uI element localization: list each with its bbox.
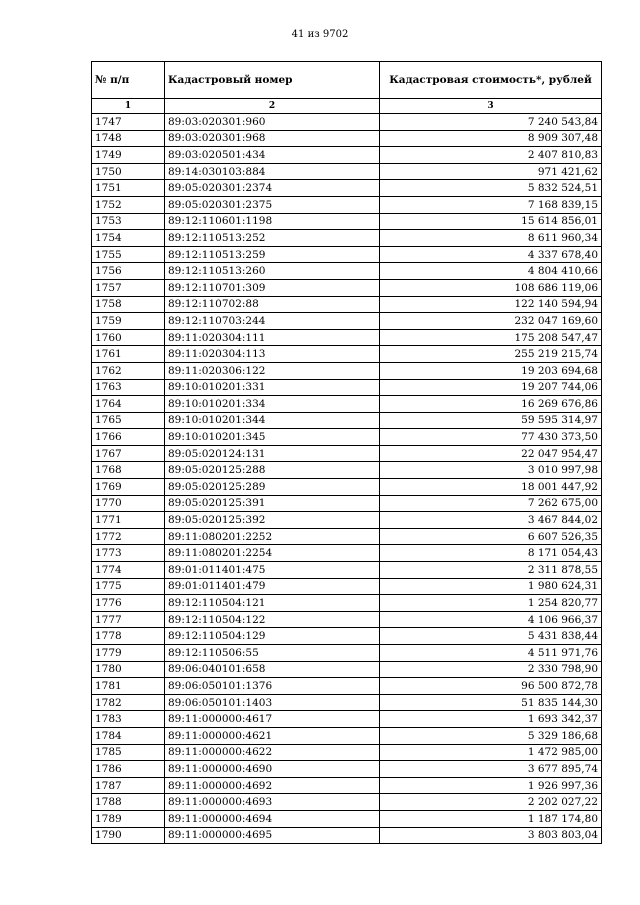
row-cadastral-value: 1 926 997,36 <box>380 777 602 794</box>
row-index: 1782 <box>92 694 165 711</box>
row-cadastral-value: 108 686 119,06 <box>380 279 602 296</box>
row-cadastral-number: 89:11:020306:122 <box>165 362 380 379</box>
row-cadastral-value: 2 202 027,22 <box>380 794 602 811</box>
row-cadastral-value: 4 511 971,76 <box>380 645 602 662</box>
row-cadastral-value: 2 330 798,90 <box>380 661 602 678</box>
table-row <box>92 147 602 164</box>
row-index: 1789 <box>92 810 165 827</box>
row-index: 1773 <box>92 545 165 562</box>
row-index: 1768 <box>92 462 165 479</box>
table-body <box>92 114 602 844</box>
row-cadastral-number: 89:11:000000:4692 <box>165 777 380 794</box>
row-index: 1753 <box>92 213 165 230</box>
row-index: 1772 <box>92 528 165 545</box>
row-index: 1759 <box>92 313 165 330</box>
row-cadastral-number: 89:12:110601:1198 <box>165 213 380 230</box>
table-row <box>92 163 602 180</box>
row-index: 1762 <box>92 362 165 379</box>
row-cadastral-number: 89:12:110504:122 <box>165 611 380 628</box>
row-index: 1760 <box>92 329 165 346</box>
table-row <box>92 562 602 579</box>
row-index: 1770 <box>92 495 165 512</box>
row-cadastral-value: 1 472 985,00 <box>380 744 602 761</box>
row-cadastral-number: 89:05:020301:2375 <box>165 196 380 213</box>
row-index: 1784 <box>92 727 165 744</box>
row-cadastral-value: 6 607 526,35 <box>380 528 602 545</box>
row-cadastral-value: 8 909 307,48 <box>380 130 602 147</box>
table-row <box>92 180 602 197</box>
table-row <box>92 213 602 230</box>
row-index: 1766 <box>92 429 165 446</box>
row-index: 1786 <box>92 761 165 778</box>
table-row <box>92 379 602 396</box>
table-row <box>92 246 602 263</box>
row-cadastral-value: 232 047 169,60 <box>380 313 602 330</box>
row-cadastral-value: 16 269 676,86 <box>380 396 602 413</box>
row-index: 1751 <box>92 180 165 197</box>
row-cadastral-number: 89:11:000000:4621 <box>165 727 380 744</box>
row-cadastral-value: 8 611 960,34 <box>380 230 602 247</box>
table-row <box>92 445 602 462</box>
table-row <box>92 263 602 280</box>
row-cadastral-value: 4 337 678,40 <box>380 246 602 263</box>
row-cadastral-value: 18 001 447,92 <box>380 479 602 496</box>
column-number-2: 2 <box>165 99 380 114</box>
row-cadastral-value: 15 614 856,01 <box>380 213 602 230</box>
row-cadastral-number: 89:10:010201:344 <box>165 412 380 429</box>
row-cadastral-number: 89:12:110513:252 <box>165 230 380 247</box>
row-cadastral-number: 89:11:000000:4694 <box>165 810 380 827</box>
row-index: 1763 <box>92 379 165 396</box>
table-row <box>92 512 602 529</box>
row-cadastral-number: 89:01:011401:479 <box>165 578 380 595</box>
table-row <box>92 711 602 728</box>
table-row <box>92 794 602 811</box>
row-cadastral-value: 2 311 878,55 <box>380 562 602 579</box>
row-cadastral-number: 89:01:011401:475 <box>165 562 380 579</box>
row-cadastral-number: 89:11:020304:113 <box>165 346 380 363</box>
table-row <box>92 279 602 296</box>
row-index: 1778 <box>92 628 165 645</box>
table-row <box>92 777 602 794</box>
row-cadastral-value: 2 407 810,83 <box>380 147 602 164</box>
row-index: 1755 <box>92 246 165 263</box>
row-cadastral-value: 19 207 744,06 <box>380 379 602 396</box>
table-row <box>92 313 602 330</box>
table-row <box>92 545 602 562</box>
table-row <box>92 329 602 346</box>
table-row <box>92 595 602 612</box>
table-row <box>92 230 602 247</box>
row-index: 1771 <box>92 512 165 529</box>
table-row <box>92 495 602 512</box>
table-row <box>92 744 602 761</box>
row-cadastral-value: 122 140 594,94 <box>380 296 602 313</box>
row-cadastral-value: 4 106 966,37 <box>380 611 602 628</box>
row-cadastral-number: 89:11:000000:4622 <box>165 744 380 761</box>
row-cadastral-number: 89:12:110504:129 <box>165 628 380 645</box>
row-cadastral-value: 3 467 844,02 <box>380 512 602 529</box>
row-cadastral-number: 89:05:020125:288 <box>165 462 380 479</box>
row-index: 1750 <box>92 163 165 180</box>
row-cadastral-value: 19 203 694,68 <box>380 362 602 379</box>
header-index: № п/п <box>92 62 165 99</box>
row-cadastral-number: 89:03:020501:434 <box>165 147 380 164</box>
table-row <box>92 528 602 545</box>
row-index: 1758 <box>92 296 165 313</box>
table-row <box>92 412 602 429</box>
row-index: 1780 <box>92 661 165 678</box>
cadastral-table <box>91 61 602 844</box>
row-cadastral-number: 89:06:040101:658 <box>165 661 380 678</box>
table-row <box>92 196 602 213</box>
row-cadastral-value: 3 677 895,74 <box>380 761 602 778</box>
row-index: 1785 <box>92 744 165 761</box>
row-cadastral-value: 255 219 215,74 <box>380 346 602 363</box>
table-row <box>92 678 602 695</box>
row-cadastral-value: 51 835 144,30 <box>380 694 602 711</box>
table-row <box>92 130 602 147</box>
row-index: 1765 <box>92 412 165 429</box>
table-row <box>92 645 602 662</box>
row-cadastral-number: 89:11:020304:111 <box>165 329 380 346</box>
row-cadastral-number: 89:03:020301:960 <box>165 114 380 131</box>
row-cadastral-number: 89:05:020301:2374 <box>165 180 380 197</box>
row-index: 1783 <box>92 711 165 728</box>
row-index: 1749 <box>92 147 165 164</box>
table-row <box>92 479 602 496</box>
row-cadastral-value: 971 421,62 <box>380 163 602 180</box>
row-cadastral-value: 5 431 838,44 <box>380 628 602 645</box>
row-cadastral-number: 89:12:110513:259 <box>165 246 380 263</box>
row-cadastral-number: 89:12:110506:55 <box>165 645 380 662</box>
page-number: 41 из 9702 <box>291 29 349 40</box>
row-cadastral-value: 59 595 314,97 <box>380 412 602 429</box>
row-cadastral-value: 3 803 803,04 <box>380 827 602 844</box>
row-index: 1787 <box>92 777 165 794</box>
row-index: 1754 <box>92 230 165 247</box>
row-index: 1748 <box>92 130 165 147</box>
table-row <box>92 362 602 379</box>
row-cadastral-value: 3 010 997,98 <box>380 462 602 479</box>
row-cadastral-value: 22 047 954,47 <box>380 445 602 462</box>
row-cadastral-value: 175 208 547,47 <box>380 329 602 346</box>
row-cadastral-number: 89:05:020125:289 <box>165 479 380 496</box>
row-index: 1774 <box>92 562 165 579</box>
row-cadastral-value: 7 240 543,84 <box>380 114 602 131</box>
row-index: 1781 <box>92 678 165 695</box>
row-cadastral-value: 1 187 174,80 <box>380 810 602 827</box>
table-row <box>92 346 602 363</box>
table-row <box>92 396 602 413</box>
table-row <box>92 827 602 844</box>
row-index: 1775 <box>92 578 165 595</box>
table-row <box>92 296 602 313</box>
table-header-row <box>92 62 602 99</box>
row-cadastral-number: 89:11:000000:4690 <box>165 761 380 778</box>
row-cadastral-number: 89:11:000000:4695 <box>165 827 380 844</box>
row-cadastral-number: 89:12:110504:121 <box>165 595 380 612</box>
row-cadastral-number: 89:05:020125:392 <box>165 512 380 529</box>
row-index: 1761 <box>92 346 165 363</box>
row-cadastral-number: 89:06:050101:1403 <box>165 694 380 711</box>
column-number-1: 1 <box>92 99 165 114</box>
row-index: 1790 <box>92 827 165 844</box>
row-cadastral-value: 1 254 820,77 <box>380 595 602 612</box>
row-cadastral-number: 89:10:010201:331 <box>165 379 380 396</box>
row-cadastral-number: 89:14:030103:884 <box>165 163 380 180</box>
table-row <box>92 578 602 595</box>
row-cadastral-value: 1 980 624,31 <box>380 578 602 595</box>
row-index: 1776 <box>92 595 165 612</box>
row-cadastral-number: 89:11:000000:4693 <box>165 794 380 811</box>
table-row <box>92 761 602 778</box>
row-cadastral-number: 89:05:020124:131 <box>165 445 380 462</box>
table-row <box>92 114 602 131</box>
table-row <box>92 628 602 645</box>
row-cadastral-value: 8 171 054,43 <box>380 545 602 562</box>
table-row <box>92 810 602 827</box>
row-index: 1767 <box>92 445 165 462</box>
row-cadastral-value: 1 693 342,37 <box>380 711 602 728</box>
row-index: 1756 <box>92 263 165 280</box>
row-cadastral-number: 89:12:110701:309 <box>165 279 380 296</box>
row-cadastral-number: 89:12:110513:260 <box>165 263 380 280</box>
row-index: 1779 <box>92 645 165 662</box>
row-index: 1788 <box>92 794 165 811</box>
row-cadastral-value: 7 262 675,00 <box>380 495 602 512</box>
row-cadastral-value: 5 329 186,68 <box>380 727 602 744</box>
row-cadastral-number: 89:03:020301:968 <box>165 130 380 147</box>
row-cadastral-number: 89:06:050101:1376 <box>165 678 380 695</box>
column-number-3: 3 <box>380 99 602 114</box>
row-index: 1752 <box>92 196 165 213</box>
row-cadastral-number: 89:12:110703:244 <box>165 313 380 330</box>
row-cadastral-number: 89:11:080201:2254 <box>165 545 380 562</box>
row-index: 1747 <box>92 114 165 131</box>
row-index: 1764 <box>92 396 165 413</box>
row-cadastral-value: 4 804 410,66 <box>380 263 602 280</box>
row-cadastral-number: 89:11:000000:4617 <box>165 711 380 728</box>
row-index: 1777 <box>92 611 165 628</box>
row-cadastral-number: 89:11:080201:2252 <box>165 528 380 545</box>
row-cadastral-number: 89:10:010201:334 <box>165 396 380 413</box>
table-row <box>92 661 602 678</box>
row-cadastral-value: 77 430 373,50 <box>380 429 602 446</box>
header-cadastral-value: Кадастровая стоимость*, рублей <box>380 62 602 99</box>
row-cadastral-number: 89:05:020125:391 <box>165 495 380 512</box>
row-index: 1757 <box>92 279 165 296</box>
row-cadastral-value: 7 168 839,15 <box>380 196 602 213</box>
row-cadastral-number: 89:12:110702:88 <box>165 296 380 313</box>
row-cadastral-value: 5 832 524,51 <box>380 180 602 197</box>
table-row <box>92 429 602 446</box>
row-cadastral-value: 96 500 872,78 <box>380 678 602 695</box>
column-number-row <box>92 99 602 114</box>
row-index: 1769 <box>92 479 165 496</box>
table-row <box>92 462 602 479</box>
table-row <box>92 727 602 744</box>
table-row <box>92 694 602 711</box>
header-cadastral-number: Кадастровый номер <box>165 62 380 99</box>
row-cadastral-number: 89:10:010201:345 <box>165 429 380 446</box>
table-row <box>92 611 602 628</box>
